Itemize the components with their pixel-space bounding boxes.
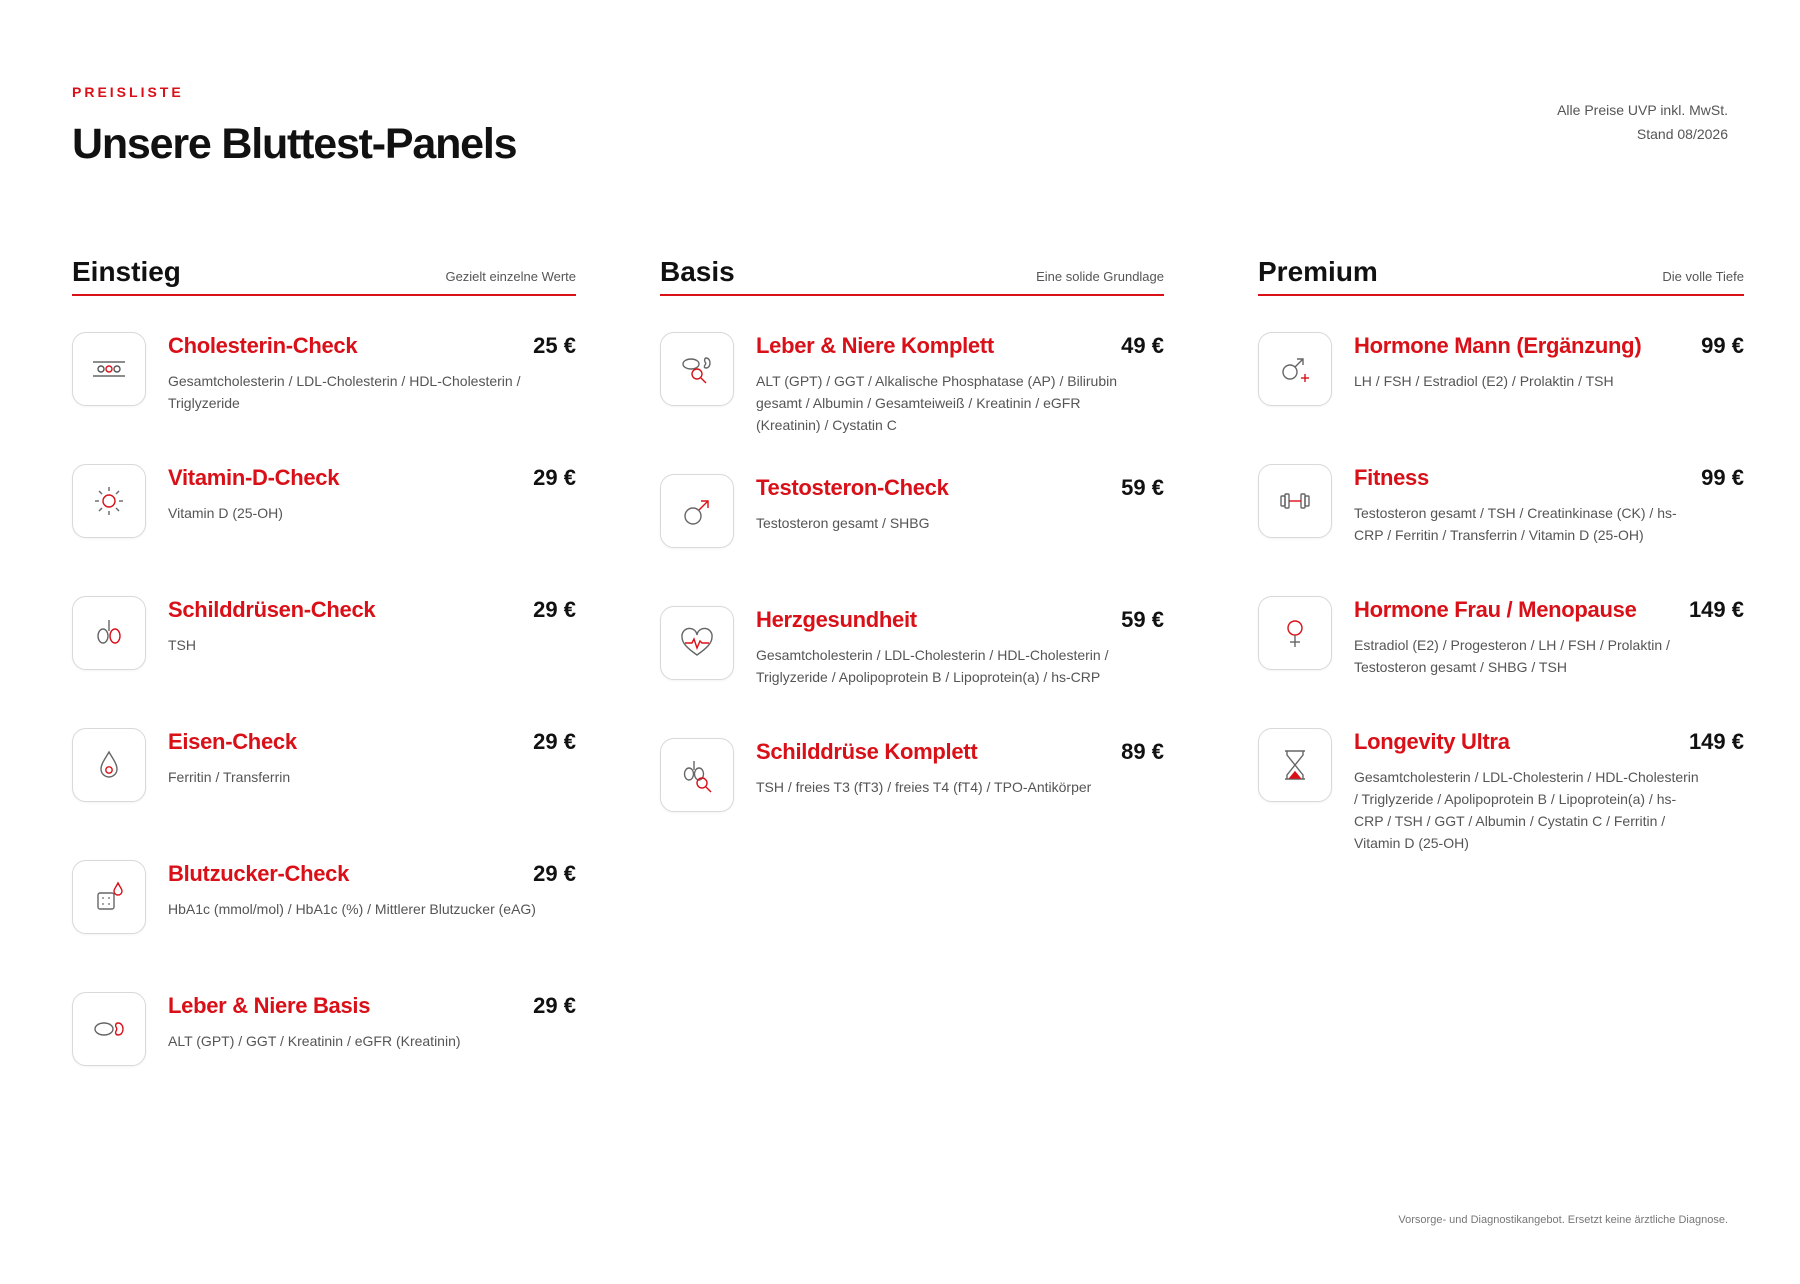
column-header <box>1258 250 1744 296</box>
male-plus-icon <box>1258 332 1332 406</box>
panel-item[interactable] <box>1258 332 1744 442</box>
panel-name: Blutzucker-Check <box>168 861 350 886</box>
column-title: Premium <box>1258 256 1378 287</box>
panel-markers: Vitamin D (25-OH) <box>168 505 283 521</box>
column-subtitle: Eine solide Grundlage <box>1036 269 1164 284</box>
panel-name: Longevity Ultra <box>1354 729 1510 754</box>
panel-markers: HbA1c (mmol/mol) / HbA1c (%) / Mittlerer Blutzucker (eAG) <box>168 901 536 917</box>
panel-price: 29 € <box>533 597 576 622</box>
panel-name: Cholesterin-Check <box>168 333 358 358</box>
panel-markers: LH / FSH / Estradiol (E2) / Prolaktin / TSH <box>1354 373 1614 389</box>
panel-name: Schilddrüse Komplett <box>756 739 978 764</box>
panel-item[interactable] <box>72 728 576 838</box>
blood-vessel-icon <box>72 332 146 406</box>
panel-markers: Testosteron gesamt / TSH / Creatinkinase (CK) / hs-CRP / Ferritin / Transferrin / Vitamin D (25-OH) <box>1354 505 1677 543</box>
panel-price: 49 € <box>1121 333 1164 358</box>
column-einstieg <box>72 250 576 1049</box>
panel-item[interactable] <box>72 464 576 574</box>
column-subtitle: Gezielt einzelne Werte <box>445 269 576 284</box>
panel-item[interactable] <box>72 596 576 706</box>
panel-price: 99 € <box>1701 333 1744 358</box>
heart-pulse-icon <box>660 606 734 680</box>
panel-price: 149 € <box>1688 597 1744 622</box>
column-premium <box>1258 250 1744 851</box>
panel-price: 29 € <box>533 465 576 490</box>
male-symbol-icon <box>660 474 734 548</box>
price-meta <box>1557 98 1728 146</box>
panel-markers: Gesamtcholesterin / LDL-Cholesterin / HDL-Cholesterin / Triglyzeride <box>168 373 521 411</box>
panel-item[interactable] <box>660 474 1164 584</box>
meta-date: Stand 08/2026 <box>1636 126 1728 142</box>
panel-name: Herzgesundheit <box>756 607 917 632</box>
panel-price: 29 € <box>533 729 576 754</box>
panel-markers: TSH <box>168 637 196 653</box>
panel-name: Schilddrüsen-Check <box>168 597 376 622</box>
panel-item[interactable] <box>72 332 576 442</box>
page-title: Unsere Bluttest-Panels <box>72 120 517 168</box>
panel-markers: ALT (GPT) / GGT / Kreatinin / eGFR (Kreatinin) <box>168 1033 461 1049</box>
panel-price: 29 € <box>533 993 576 1018</box>
panel-markers: TSH / freies T3 (fT3) / freies T4 (fT4) / TPO-Antikörper <box>756 779 1092 795</box>
panel-markers: Gesamtcholesterin / LDL-Cholesterin / HDL-Cholesterin / Triglyzeride / Apolipoprotein B / Lipoprotein(a) / hs-CRP / TSH / GGT / Albumin / Cystatin C / Ferritin / Vitamin D (25-OH) <box>1354 769 1699 851</box>
panel-name: Leber & Niere Komplett <box>756 333 994 358</box>
liver-kidney-icon <box>72 992 146 1066</box>
panel-markers: Estradiol (E2) / Progesteron / LH / FSH / Prolaktin / Testosteron gesamt / SHBG / TSH <box>1354 637 1670 675</box>
dumbbell-icon <box>1258 464 1332 538</box>
panel-name: Eisen-Check <box>168 729 297 754</box>
panel-item[interactable] <box>660 738 1164 848</box>
panel-item[interactable] <box>1258 464 1744 574</box>
panel-name: Fitness <box>1354 465 1429 490</box>
column-header <box>660 250 1164 296</box>
column-basis <box>660 250 1164 795</box>
liver-kidney-search-icon <box>660 332 734 406</box>
panel-price: 99 € <box>1701 465 1744 490</box>
panel-markers: Testosteron gesamt / SHBG <box>756 515 930 531</box>
panel-name: Testosteron-Check <box>756 475 949 500</box>
panel-markers: Ferritin / Transferrin <box>168 769 291 785</box>
blood-drop-icon <box>72 728 146 802</box>
panel-name: Leber & Niere Basis <box>168 993 371 1018</box>
column-title: Basis <box>660 256 735 287</box>
panel-price: 59 € <box>1121 607 1164 632</box>
panel-item[interactable] <box>660 606 1164 716</box>
panel-price: 25 € <box>533 333 576 358</box>
panel-name: Vitamin-D-Check <box>168 465 340 490</box>
panel-price: 89 € <box>1121 739 1164 764</box>
thyroid-icon <box>72 596 146 670</box>
panel-price: 59 € <box>1121 475 1164 500</box>
panel-name: Hormone Mann (Ergänzung) <box>1354 333 1642 358</box>
panel-markers: Gesamtcholesterin / LDL-Cholesterin / HDL-Cholesterin / Triglyzeride / Apolipoprotein B / Lipoprotein(a) / hs-CRP <box>756 647 1109 685</box>
sugar-cube-icon <box>72 860 146 934</box>
panel-markers: ALT (GPT) / GGT / Alkalische Phosphatase (AP) / Bilirubin gesamt / Albumin / Gesamteiweiß / Kreatinin / eGFR (Kreatinin) / Cystatin C <box>756 373 1118 433</box>
panel-price: 149 € <box>1688 729 1744 754</box>
column-header <box>72 250 576 296</box>
sun-icon <box>72 464 146 538</box>
panel-item[interactable] <box>1258 596 1744 706</box>
column-subtitle: Die volle Tiefe <box>1662 269 1744 284</box>
meta-vat-note: Alle Preise UVP inkl. MwSt. <box>1557 102 1728 118</box>
panel-item[interactable] <box>72 860 576 970</box>
column-title: Einstieg <box>72 256 181 287</box>
panel-item[interactable] <box>72 992 576 1102</box>
hourglass-icon <box>1258 728 1332 802</box>
female-symbol-icon <box>1258 596 1332 670</box>
panel-item[interactable] <box>660 332 1164 472</box>
thyroid-search-icon <box>660 738 734 812</box>
eyebrow-label: PREISLISTE <box>72 84 184 100</box>
panel-item[interactable] <box>1258 728 1744 868</box>
panel-name: Hormone Frau / Menopause <box>1354 597 1637 622</box>
panel-price: 29 € <box>533 861 576 886</box>
footer-disclaimer: Vorsorge- und Diagnostikangebot. Ersetzt keine ärztliche Diagnose. <box>1398 1214 1728 1226</box>
